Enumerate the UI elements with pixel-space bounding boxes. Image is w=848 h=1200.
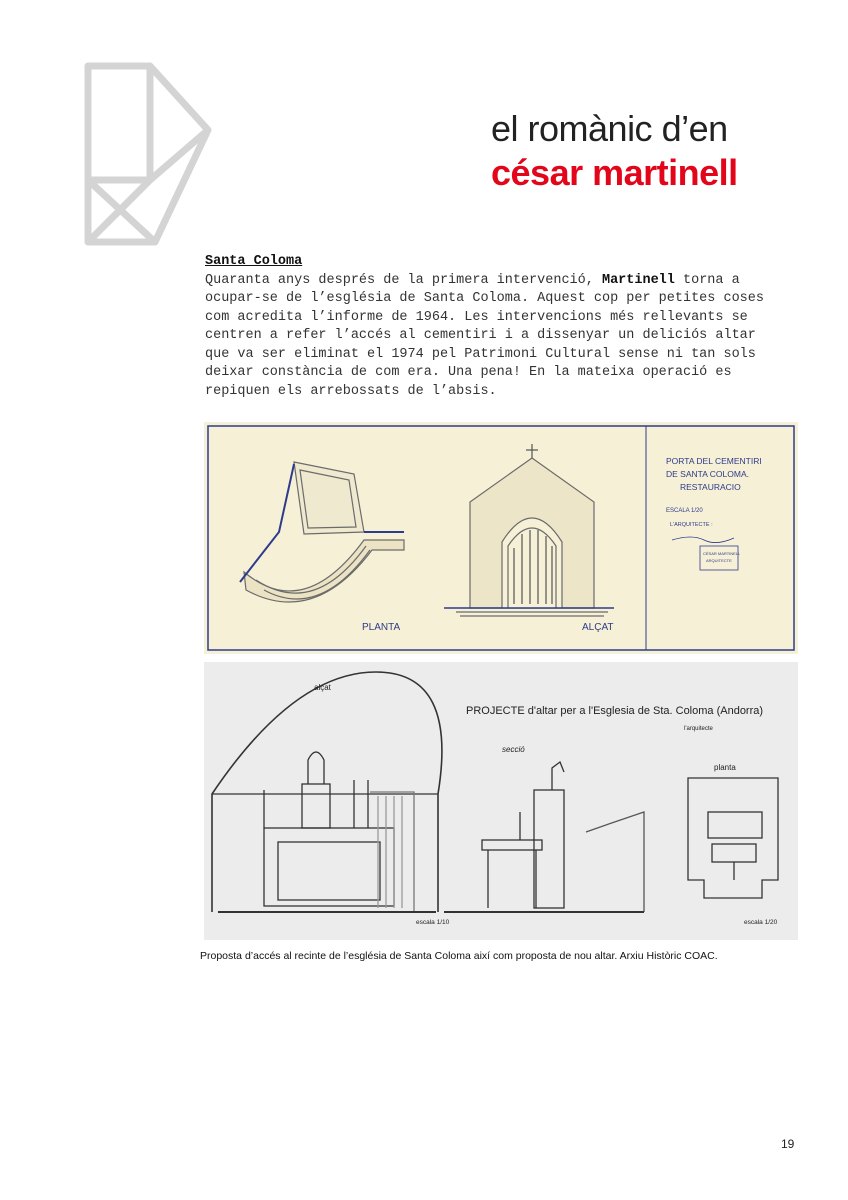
para-bold-name: Martinell	[601, 272, 675, 288]
architect-text: L'ARQUITECTE :	[670, 522, 713, 528]
section-paragraph	[205, 272, 805, 402]
title-line-1: PORTA DEL CEMENTIRI	[666, 456, 762, 466]
page-number: 19	[781, 1137, 795, 1151]
page-title-line2: césar martinell	[491, 152, 738, 193]
para-text-start: Quaranta anys després de la primera intervenció,	[205, 272, 602, 288]
scale-text: ESCALA 1/20	[666, 508, 703, 514]
cemetery-gate-drawing	[204, 422, 798, 654]
label-alcat: ALÇAT	[582, 622, 614, 633]
label-seccio: secció	[502, 745, 525, 754]
section-heading: Santa Coloma	[205, 254, 303, 269]
label-planta: PLANTA	[362, 622, 401, 633]
scale-right: escala 1/20	[744, 919, 778, 926]
altar-project-title: PROJECTE d'altar per a l'Esglesia de Sta. Coloma (Andorra)	[466, 705, 764, 717]
figure-caption: Proposta d’accés al recinte de l’església de Santa Coloma així com proposta de nou altar. Arxiu Històric COAC.	[200, 950, 718, 962]
brand-logo	[80, 60, 215, 250]
stamp-line-1: CÉSAR MARTINELL	[703, 551, 741, 556]
title-line-3: RESTAURACIO	[680, 482, 741, 492]
page-title-line1: el romànic d’en	[491, 108, 728, 149]
section-santa-coloma	[205, 253, 805, 401]
label-planta-2: planta	[714, 763, 736, 772]
label-alcat-2: alçat	[314, 683, 331, 692]
title-line-2: DE SANTA COLOMA.	[666, 469, 749, 479]
scale-left: escala 1/10	[416, 919, 450, 926]
para-text-rest: torna a ocupar-se de l’església de Santa Coloma. Aquest cop per petites coses com acredita l’informe de 1964. Les intervencions més rellevants se centren a refer l’accés al cementiri i a dissenyar un deliciós altar que va ser eliminat el 1974 pel Patrimoni Cultural sense ni tan sols deixar constància de com era. Una pena! En la mateixa operació es repiquen els arrebossats de l’absis.	[205, 272, 764, 399]
altar-project-drawing	[204, 662, 798, 940]
altar-project-subtitle: l'arquitecte	[684, 726, 713, 732]
stamp-line-2: ARQUITECTE	[706, 558, 732, 563]
